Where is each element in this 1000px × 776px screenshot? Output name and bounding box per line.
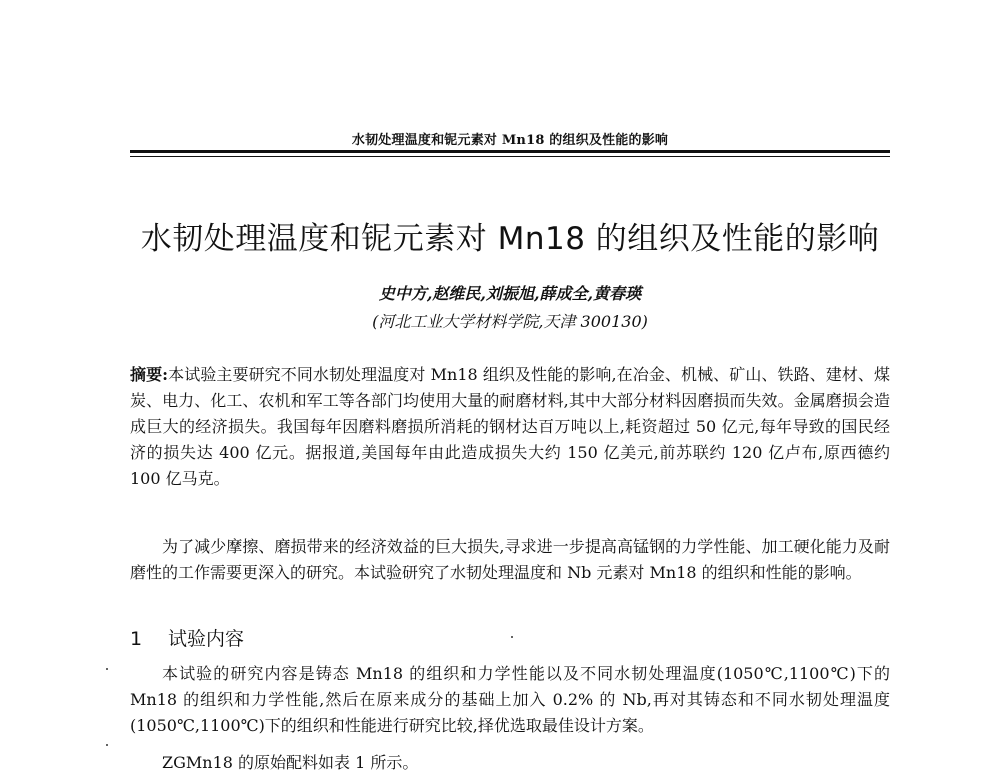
paper-title: 水韧处理温度和铌元素对 Mn18 的组织及性能的影响	[140, 221, 880, 257]
section-title: 试验内容	[168, 628, 245, 650]
cutoff-text-line: ZGMn18 的原始配料如表 1 所示。	[162, 753, 419, 772]
scan-speck	[106, 744, 108, 746]
scan-speck	[511, 636, 513, 638]
scan-speck	[106, 668, 108, 670]
section-number: 1	[130, 628, 143, 650]
abstract	[130, 362, 890, 492]
affiliation: (河北工业大学材料学院,天津 300130)	[372, 312, 648, 331]
intro-paragraph: 为了减少摩擦、磨损带来的经济效益的巨大损失,寻求进一步提高高锰钢的力学性能、加工硬化能力及耐磨性的工作需要更深入的研究。本试验研究了水韧处理温度和 Nb 元素对 Mn18 的组织和性能的影响。	[130, 537, 890, 582]
header-rule-thin	[130, 156, 890, 157]
header-rule-thick	[130, 150, 890, 153]
author-list: 史中方,赵维民,刘振旭,薛成全,黄春瑛	[378, 284, 642, 303]
running-head: 水韧处理温度和铌元素对 Mn18 的组织及性能的影响	[351, 133, 669, 148]
section-heading	[130, 624, 244, 651]
abstract-label: 摘要:	[130, 365, 169, 384]
section-paragraph: 本试验的研究内容是铸态 Mn18 的组织和力学性能以及不同水韧处理温度(1050℃,1100℃)下的 Mn18 的组织和力学性能,然后在原来成分的基础上加入 0.2% 的 Nb,再对其铸态和不同水韧处理温度(1050℃,1100℃)下的组织和性能进行研究比较,择优选取最佳设计方案。	[130, 664, 890, 735]
abstract-text: 本试验主要研究不同水韧处理温度对 Mn18 组织及性能的影响,在冶金、机械、矿山、铁路、建材、煤炭、电力、化工、农机和军工等各部门均使用大量的耐磨材料,其中大部分材料因磨损而失效。金属磨损会造成巨大的经济损失。我国每年因磨料磨损所消耗的钢材达百万吨以上,耗资超过 50 亿元,每年导致的国民经济的损失达 400 亿元。据报道,美国每年由此造成损失大约 150 亿美元,前苏联约 120 亿卢布,原西德约 100 亿马克。	[130, 365, 890, 488]
